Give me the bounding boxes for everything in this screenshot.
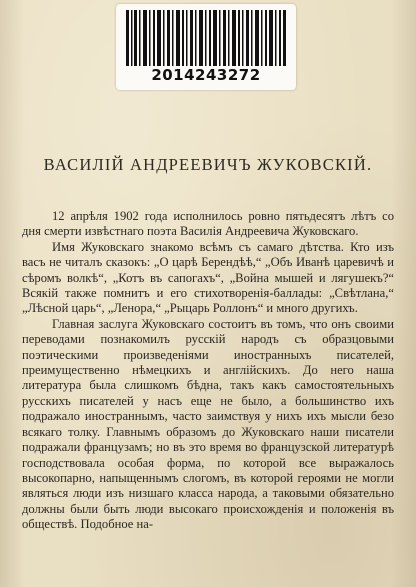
paragraph: Главная заслуга Жуковскаго состоитъ въ томъ, что онъ своими переводами познакомилъ русскій народъ съ образцовыми поэтическими произведеніями иностранныхъ писателей, преимущественно нѣмецкихъ и англійскихъ. До него наша литература была слишкомъ бѣдна, такъ какъ самостоятельныхъ русскихъ писателей у насъ еще не было, а большинство ихъ подражало иностраннымъ, часто заимствуя у нихъ ихъ мысли безо всякаго толку. Главнымъ образомъ до Жуковскаго наши писатели подражали французамъ; но въ это время во французской литературѣ господствовала особая форма, по которой все выражалось высокопарно, напыщеннымъ слогомъ, въ которой героями не могли являться люди изъ низшаго класса народа, а таковыми обязательно должны были быть люди высокаго происхожденія и положенія въ обществѣ. Подобное на- (22, 316, 394, 532)
paragraph: Имя Жуковскаго знакомо всѣмъ съ самаго дѣтства. Кто изъ васъ не читалъ сказокъ: „О царѣ Берендѣѣ,“ „Объ Иванѣ царевичѣ и сѣромъ волкѣ“, „Котъ въ сапогахъ“, „Война мышей и лягушекъ?“ Всякій также помнитъ и его стихотворенія-баллады: „Свѣтлана,“ „Лѣсной царь“, „Ленора,“ „Рыцарь Роллонъ“ и много другихъ. (22, 239, 394, 316)
paragraph: 12 апрѣля 1902 года исполнилось ровно пятьдесятъ лѣтъ со дня смерти извѣстнаго поэта Василія Андреевича Жуковскаго. (22, 209, 394, 239)
barcode-icon (126, 10, 286, 66)
barcode-sticker (116, 4, 296, 90)
barcode-number: 2014243272 (151, 66, 261, 84)
body-text (22, 209, 394, 533)
page-title: ВАСИЛІЙ АНДРЕЕВИЧЪ ЖУКОВСКІЙ. (43, 155, 373, 174)
